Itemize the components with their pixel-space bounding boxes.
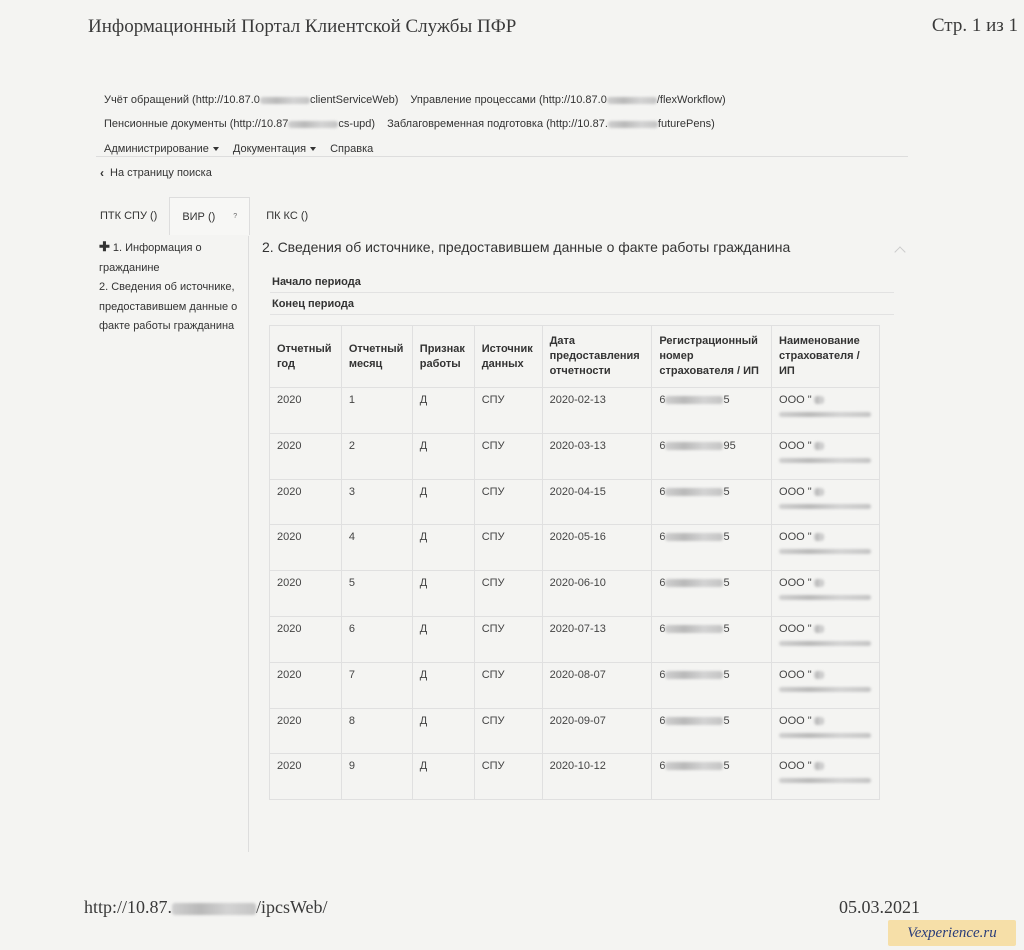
cell-work-sign: Д <box>412 662 474 708</box>
table-row <box>270 754 880 800</box>
org-name-visible <box>779 577 872 589</box>
col-header-org-name: Наименование страхователя / ИП <box>772 326 880 388</box>
sidebar-item-label: 1. Информация о гражданине <box>99 242 202 274</box>
cell-data-source: СПУ <box>474 754 542 800</box>
reg-number-end: 95 <box>723 439 736 452</box>
table-row <box>270 662 880 708</box>
redacted-org-name <box>814 396 824 404</box>
reg-number-start: 6 <box>659 394 666 406</box>
sidebar <box>99 237 239 337</box>
redacted-org-name <box>779 549 871 554</box>
col-header-reg-number: Регистрационный номер страхователя / ИП <box>652 326 772 388</box>
org-prefix: ООО " <box>779 531 812 544</box>
cell-work-sign: Д <box>412 616 474 662</box>
redacted-org-name <box>779 778 871 783</box>
caret-down-icon <box>213 147 219 151</box>
watermark-logo: Vexperience.ru <box>888 920 1016 946</box>
cell-data-source: СПУ <box>474 525 542 571</box>
org-name-visible <box>779 440 872 452</box>
cell-year: 2020 <box>270 479 342 525</box>
cell-reg-number <box>652 571 772 617</box>
nav-link-label: clientServiceWeb) <box>309 94 399 106</box>
redacted-ip <box>607 97 657 104</box>
cell-reg-number <box>652 388 772 434</box>
cell-month: 4 <box>341 525 412 571</box>
cell-report-date: 2020-07-13 <box>542 616 652 662</box>
cell-org-name <box>772 662 880 708</box>
redacted-org-name <box>814 717 824 725</box>
cell-org-name <box>772 616 880 662</box>
cell-reg-number <box>652 616 772 662</box>
cell-reg-number <box>652 754 772 800</box>
back-link-label: На страницу поиска <box>110 167 212 179</box>
cell-year: 2020 <box>270 525 342 571</box>
col-header-data-source: Источник данных <box>474 326 542 388</box>
cell-org-name <box>772 571 880 617</box>
cell-data-source: СПУ <box>474 479 542 525</box>
reg-number-start: 6 <box>659 622 666 635</box>
print-footer-url <box>84 897 328 918</box>
nav-link-label: cs-upd) <box>338 118 376 130</box>
org-prefix: ООО " <box>779 577 812 590</box>
cell-month: 6 <box>341 616 412 662</box>
topnav-row-1 <box>104 88 908 112</box>
sidebar-divider <box>248 236 249 852</box>
menu-administration-label: Администрирование <box>104 143 209 155</box>
print-footer <box>84 897 920 923</box>
cell-year: 2020 <box>270 433 342 479</box>
cell-work-sign: Д <box>412 388 474 434</box>
reg-number-start: 6 <box>659 760 666 773</box>
org-prefix: ООО " <box>779 439 812 452</box>
redacted-ip <box>608 121 658 128</box>
menu-documentation[interactable] <box>233 143 316 155</box>
print-header-title: Информационный Портал Клиентской Службы ПФР <box>88 16 517 37</box>
cell-report-date: 2020-10-12 <box>542 754 652 800</box>
back-to-search-link[interactable] <box>100 166 212 180</box>
table-row <box>270 571 880 617</box>
reg-number-end: 5 <box>723 668 730 681</box>
col-header-report-date: Дата предоставления отчетности <box>542 326 652 388</box>
help-hint-icon[interactable]: ? <box>233 213 238 220</box>
tab-pk-ks[interactable] <box>254 197 320 235</box>
cell-month: 1 <box>341 388 412 434</box>
caret-down-icon <box>310 147 316 151</box>
table-row <box>270 525 880 571</box>
nav-link-flex-workflow[interactable] <box>410 94 725 106</box>
redacted-org-name <box>814 671 824 679</box>
cell-month: 8 <box>341 708 412 754</box>
nav-link-client-service[interactable] <box>104 94 398 106</box>
cell-data-source: СПУ <box>474 571 542 617</box>
footer-url-suffix: /ipcsWeb/ <box>256 897 328 917</box>
cell-reg-number <box>652 525 772 571</box>
org-name-visible <box>779 623 872 635</box>
main-menu <box>104 136 908 162</box>
redacted-reg-number <box>665 579 723 587</box>
redacted-org-name <box>814 579 824 587</box>
org-name-visible <box>779 669 872 681</box>
tab-ptk-spu[interactable] <box>88 197 169 235</box>
cell-report-date: 2020-05-16 <box>542 525 652 571</box>
cell-month: 3 <box>341 479 412 525</box>
redacted-reg-number <box>665 396 723 404</box>
cell-year: 2020 <box>270 571 342 617</box>
cell-year: 2020 <box>270 662 342 708</box>
org-name-visible <box>779 715 872 727</box>
cell-data-source: СПУ <box>474 662 542 708</box>
reg-number-start: 6 <box>659 668 666 681</box>
menu-administration[interactable] <box>104 143 219 155</box>
tab-label: ВИР () <box>182 210 216 223</box>
redacted-org-name <box>779 641 871 646</box>
nav-link-future-pens[interactable] <box>387 118 715 130</box>
top-navigation <box>104 88 908 162</box>
print-footer-date: 05.03.2021 <box>839 897 920 917</box>
redacted-org-name <box>814 625 824 633</box>
cell-work-sign: Д <box>412 754 474 800</box>
reg-number-end: 5 <box>723 531 730 544</box>
reg-number-start: 6 <box>659 577 666 590</box>
cell-month: 9 <box>341 754 412 800</box>
cell-month: 5 <box>341 571 412 617</box>
redacted-reg-number <box>665 488 723 496</box>
reg-number-end: 5 <box>723 714 730 727</box>
redacted-reg-number <box>665 671 723 679</box>
redacted-ip <box>288 121 338 128</box>
menu-documentation-label: Документация <box>232 143 307 155</box>
cell-year: 2020 <box>270 616 342 662</box>
col-header-month: Отчетный месяц <box>341 326 412 388</box>
redacted-org-name <box>814 442 824 450</box>
cell-report-date: 2020-06-10 <box>542 571 652 617</box>
cell-org-name <box>772 433 880 479</box>
cell-reg-number <box>652 708 772 754</box>
reg-number-end: 5 <box>723 394 730 406</box>
reg-number-end: 5 <box>723 760 730 773</box>
cell-org-name <box>772 708 880 754</box>
print-header <box>88 12 1018 42</box>
cell-data-source: СПУ <box>474 433 542 479</box>
tab-label: ПК КС () <box>266 210 309 222</box>
cell-report-date: 2020-02-13 <box>542 388 652 434</box>
cell-report-date: 2020-09-07 <box>542 708 652 754</box>
nav-link-pension-docs[interactable] <box>104 118 375 130</box>
print-page-counter: Стр. 1 из 1 <box>931 15 1018 36</box>
org-prefix: ООО " <box>779 760 812 773</box>
cell-report-date: 2020-08-07 <box>542 662 652 708</box>
nav-link-label: /flexWorkflow) <box>656 94 726 106</box>
cell-year: 2020 <box>270 388 342 434</box>
cell-reg-number <box>652 433 772 479</box>
reg-number-end: 5 <box>723 622 730 635</box>
col-header-work-sign: Признак работы <box>412 326 474 388</box>
cell-work-sign: Д <box>412 433 474 479</box>
cell-work-sign: Д <box>412 571 474 617</box>
cell-org-name <box>772 525 880 571</box>
cell-work-sign: Д <box>412 479 474 525</box>
redacted-org-name <box>779 458 871 463</box>
cell-work-sign: Д <box>412 525 474 571</box>
org-name-visible <box>779 486 872 498</box>
footer-url-prefix: http://10.87. <box>84 897 173 917</box>
org-name-visible <box>779 531 872 543</box>
redacted-org-name <box>814 533 824 541</box>
org-prefix: ООО " <box>779 622 812 635</box>
redacted-org-name <box>814 762 824 770</box>
col-header-year: Отчетный год <box>270 326 342 388</box>
cell-reg-number <box>652 662 772 708</box>
redacted-reg-number <box>665 717 723 725</box>
reg-number-start: 6 <box>659 485 666 498</box>
reg-number-end: 5 <box>723 485 730 498</box>
reg-number-start: 6 <box>659 439 666 452</box>
tab-vir[interactable] <box>169 197 250 235</box>
cell-data-source: СПУ <box>474 708 542 754</box>
table-header-row <box>270 326 880 388</box>
nav-divider <box>96 156 908 157</box>
reg-number-end: 5 <box>723 577 730 590</box>
table-row <box>270 433 880 479</box>
nav-link-label: Управление процессами (http://10.87.0 <box>410 94 607 106</box>
redacted-reg-number <box>665 762 723 770</box>
redacted-reg-number <box>665 442 723 450</box>
redacted-org-name <box>779 504 871 509</box>
sidebar-item-label: 2. Сведения об источнике, предоставившем данные о факте работы гражданина <box>99 281 238 332</box>
work-records-table <box>269 325 880 800</box>
cell-org-name <box>772 388 880 434</box>
tab-bar <box>88 197 320 235</box>
redacted-reg-number <box>665 625 723 633</box>
org-prefix: ООО " <box>779 714 812 727</box>
cell-year: 2020 <box>270 754 342 800</box>
redacted-ip <box>172 903 256 915</box>
redacted-reg-number <box>665 533 723 541</box>
chevron-left-icon: ‹ <box>100 166 104 180</box>
sidebar-item-source-info[interactable] <box>99 278 239 337</box>
org-name-visible <box>779 394 872 406</box>
redacted-org-name <box>779 412 871 417</box>
reg-number-start: 6 <box>659 531 666 544</box>
table-row <box>270 708 880 754</box>
sidebar-item-citizen-info[interactable] <box>99 237 239 278</box>
cell-org-name <box>772 479 880 525</box>
table-row <box>270 479 880 525</box>
cell-report-date: 2020-04-15 <box>542 479 652 525</box>
plus-icon: ✚ <box>99 239 110 254</box>
redacted-org-name <box>779 733 871 738</box>
table-body <box>270 388 880 800</box>
org-name-visible <box>779 760 872 772</box>
nav-link-label: Заблаговременная подготовка (http://10.87. <box>387 118 608 130</box>
cell-data-source: СПУ <box>474 616 542 662</box>
nav-link-label: Пенсионные документы (http://10.87 <box>104 118 289 130</box>
nav-link-label: futurePens) <box>657 118 715 130</box>
cell-org-name <box>772 754 880 800</box>
org-prefix: ООО " <box>779 668 812 681</box>
cell-data-source: СПУ <box>474 388 542 434</box>
redacted-org-name <box>779 595 871 600</box>
org-prefix: ООО " <box>779 485 812 498</box>
cell-reg-number <box>652 479 772 525</box>
cell-month: 7 <box>341 662 412 708</box>
redacted-org-name <box>814 488 824 496</box>
redacted-ip <box>260 97 310 104</box>
cell-report-date: 2020-03-13 <box>542 433 652 479</box>
topnav-row-2 <box>104 112 908 136</box>
cell-year: 2020 <box>270 708 342 754</box>
period-end-label: Конец периода <box>270 293 894 315</box>
table-row <box>270 616 880 662</box>
nav-link-label: Учёт обращений (http://10.87.0 <box>104 94 260 106</box>
menu-help[interactable]: Справка <box>330 143 374 155</box>
chevron-up-icon[interactable] <box>894 246 905 257</box>
org-prefix: ООО " <box>779 394 812 406</box>
reg-number-start: 6 <box>659 714 666 727</box>
tab-label: ПТК СПУ () <box>100 210 158 222</box>
table-row <box>270 388 880 434</box>
cell-work-sign: Д <box>412 708 474 754</box>
period-start-label: Начало периода <box>270 271 894 293</box>
section-title: 2. Сведения об источнике, предоставившем данные о факте работы гражданина <box>262 239 791 255</box>
redacted-org-name <box>779 687 871 692</box>
cell-month: 2 <box>341 433 412 479</box>
